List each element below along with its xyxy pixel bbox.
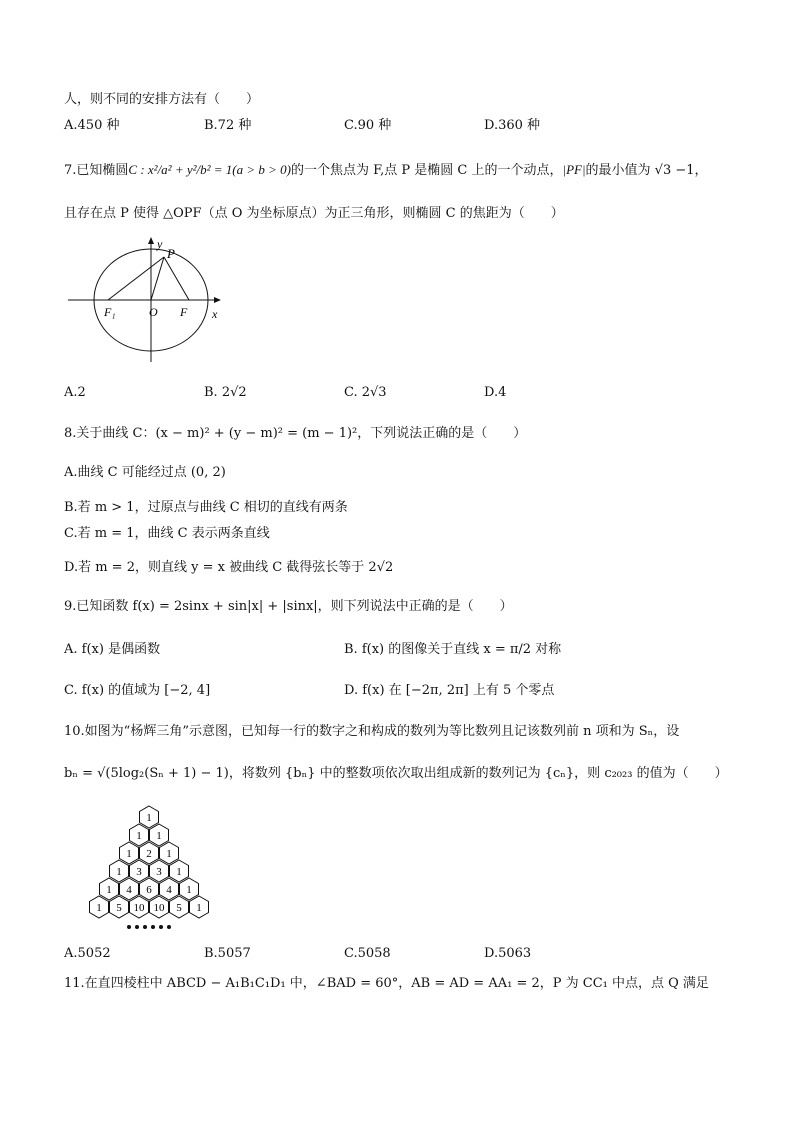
label-f: F <box>180 305 188 319</box>
label-x: x <box>212 307 218 321</box>
q8-stem: 8.关于曲线 C：(x − m)² + (y − m)² = (m − 1)²，下列说法正确的是（ ） <box>64 426 527 441</box>
hex-cell-value: 1 <box>116 866 122 878</box>
q7-mid: 的一个焦点为 F,点 P 是椭圆 C 上的一个动点， <box>291 163 563 178</box>
label-y: y <box>157 237 163 251</box>
q10-line1: 10.如图为“杨辉三角”示意图，已知每一行的数字之和构成的数列为等比数列且记该数列前 n 项和为 Sₙ，设 <box>64 724 680 739</box>
q10-option-d: D.5063 <box>484 946 532 961</box>
q8-option-a: A.曲线 C 可能经过点 (0, 2) <box>64 465 226 480</box>
segment-f-p <box>164 257 189 300</box>
q8-option-d: D.若 m = 2，则直线 y = x 被曲线 C 截得弦长等于 2√2 <box>64 560 394 575</box>
hex-cell-value: 5 <box>176 902 182 914</box>
hex-cell-value: 1 <box>136 830 142 842</box>
q11-stem: 11.在直四棱柱中 ABCD − A₁B₁C₁D₁ 中，∠BAD = 60°，AB = AD = AA₁ = 2，P 为 CC₁ 中点，点 Q 满足 <box>64 976 709 991</box>
hex-cell-value: 4 <box>166 884 172 896</box>
q6-option-a: A.450 种 <box>64 118 120 133</box>
x-axis-arrow <box>214 297 221 303</box>
q9-option-d: D. f(x) 在 [−2π, 2π] 上有 5 个零点 <box>344 683 555 698</box>
q9-stem: 9.已知函数 f(x) = 2sinx + sin|x| + |sinx|，则下列说法中正确的是（ ） <box>64 599 513 614</box>
hex-cell-value: 1 <box>126 848 132 860</box>
hex-cell-value: 1 <box>186 884 192 896</box>
label-o: O <box>149 305 158 319</box>
q6-option-b: B.72 种 <box>204 118 252 133</box>
q9-option-b: B. f(x) 的图像关于直线 x = π/2 对称 <box>344 642 562 657</box>
q7-line2: 且存在点 P 使得 △OPF（点 O 为坐标原点）为正三角形，则椭圆 C 的焦距为（ ） <box>64 206 564 221</box>
continuation-dot <box>127 925 131 929</box>
q10-option-c: C.5058 <box>344 946 391 961</box>
hex-cell-value: 10 <box>153 902 165 914</box>
continuation-dot <box>143 925 147 929</box>
segment-o-p <box>151 257 164 300</box>
continuation-dot <box>167 925 171 929</box>
q7-option-c: C. 2√3 <box>344 385 387 400</box>
hex-cell-value: 1 <box>196 902 202 914</box>
q7-ellipse-figure <box>64 232 234 372</box>
hex-cell-value: 1 <box>176 866 182 878</box>
hex-cell-value: 1 <box>156 830 162 842</box>
q9-option-c: C. f(x) 的值域为 [−2, 4] <box>64 683 211 698</box>
hex-cell-value: 3 <box>156 866 162 878</box>
y-axis-arrow <box>148 237 154 244</box>
continuation-dot <box>135 925 139 929</box>
hex-cell-value: 1 <box>106 884 112 896</box>
hex-cell-value: 1 <box>96 902 102 914</box>
q7-ellipse-equation: C : x²/a² + y²/b² = 1(a > b > 0) <box>128 162 292 177</box>
q7-option-a: A.2 <box>64 385 86 400</box>
hex-cell-value: 2 <box>146 848 152 860</box>
q6-tail: 人，则不同的安排方法有（ ） <box>64 92 260 107</box>
q7-option-d: D.4 <box>484 385 507 400</box>
q6-option-c: C.90 种 <box>344 118 392 133</box>
q7-line1 <box>64 160 708 181</box>
q8-option-b: B.若 m > 1，过原点与曲线 C 相切的直线有两条 <box>64 500 348 515</box>
hex-cell-value: 1 <box>146 812 152 824</box>
segment-f1-p <box>108 257 164 300</box>
hex-cell-value: 5 <box>116 902 122 914</box>
hex-cell-value: 4 <box>126 884 132 896</box>
q8-option-c: C.若 m = 1，曲线 C 表示两条直线 <box>64 526 270 541</box>
q7-option-b: B. 2√2 <box>204 385 247 400</box>
q6-option-d: D.360 种 <box>484 118 541 133</box>
continuation-dot <box>151 925 155 929</box>
hex-cell-value: 10 <box>133 902 145 914</box>
q9-option-a: A. f(x) 是偶函数 <box>64 642 161 657</box>
q7-minval: 的最小值为 √3 −1， <box>585 163 708 178</box>
continuation-dot <box>159 925 163 929</box>
label-f1: F₁ <box>104 305 116 319</box>
label-p: P <box>167 246 175 261</box>
q10-option-a: A.5052 <box>64 946 111 961</box>
hex-cell-value: 3 <box>136 866 142 878</box>
q10-line2: bₙ = √(5log₂(Sₙ + 1) − 1)，将数列 {bₙ} 中的整数项依次取出组成新的数列记为 {cₙ}，则 c₂₀₂₃ 的值为（ ） <box>64 766 728 781</box>
q10-option-b: B.5057 <box>204 946 251 961</box>
q7-pf: |PF| <box>562 162 586 177</box>
yanghui-triangle-figure <box>70 804 230 939</box>
hex-cell-value: 6 <box>146 884 152 896</box>
q7-prefix: 7.已知椭圆 <box>64 163 129 178</box>
hex-cell-value: 1 <box>166 848 172 860</box>
